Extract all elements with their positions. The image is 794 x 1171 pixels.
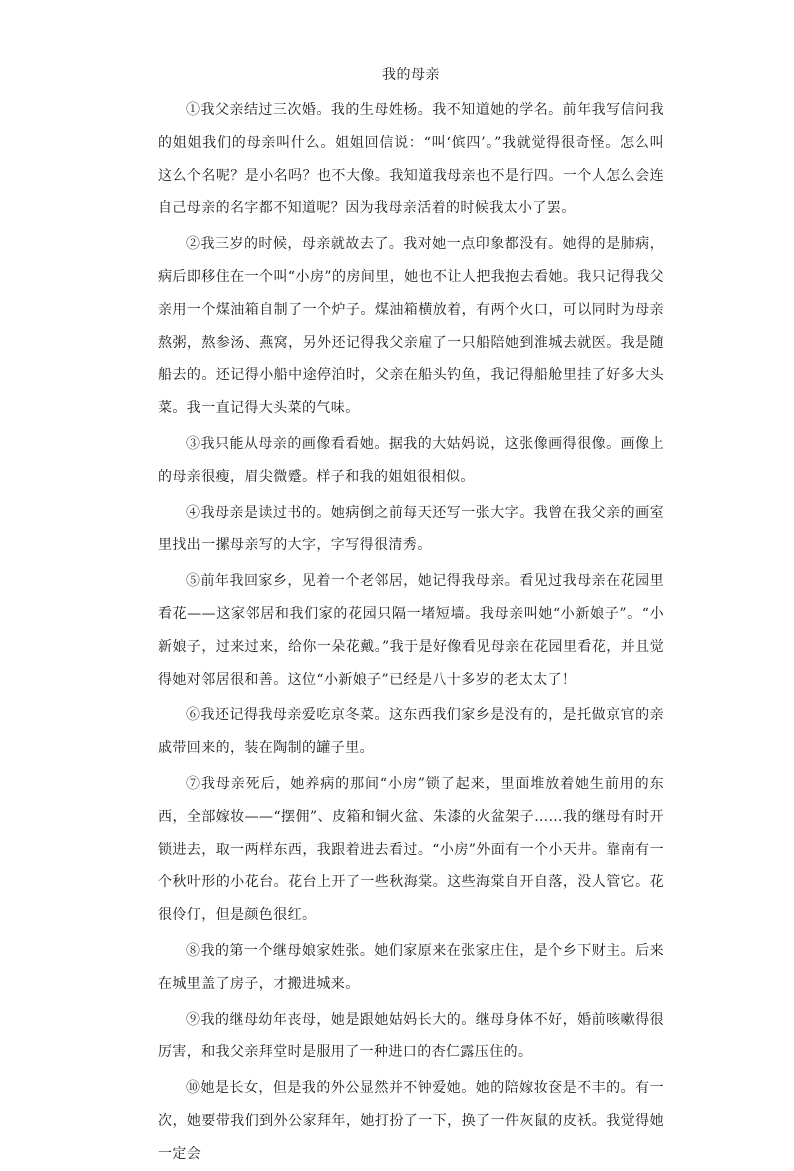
paragraph-4: ④我母亲是读过书的。她病倒之前每天还写一张大字。我曾在我父亲的画室里找出一摞母亲写的大字，字写得很清秀。 [158, 504, 664, 554]
document-body [158, 94, 664, 1171]
document-title: 我的母亲 [382, 67, 440, 83]
paragraph-5: ⑤前年我回家乡，见着一个老邻居，她记得我母亲。看见过我母亲在花园里看花——这家邻居和我们家的花园只隔一堵短墙。我母亲叫她“小新娘子”。“小新娘子，过来过来，给你一朵花戴。”我于是好像看见母亲在花园里看花，并且觉得她对邻居很和善。这位“小新娘子”已经是八十多岁的老太太了！ [158, 573, 664, 688]
paragraph-3: ③我只能从母亲的画像看看她。据我的大姑妈说，这张像画得很像。画像上的母亲很瘦，眉尖微蹙。样子和我的姐姐很相似。 [158, 435, 664, 485]
paragraph-7: ⑦我母亲死后，她养病的那间“小房”锁了起来，里面堆放着她生前用的东西，全部嫁妆——“摆佣”、皮箱和铜火盆、朱漆的火盆架子……我的继母有时开锁进去，取一两样东西，我跟着进去看过。“小房”外面有一个小天井。靠南有一个秋叶形的小花台。花台上开了一些秋海棠。这些海棠自开自落，没人管它。花很伶仃，但是颜色很红。 [158, 775, 664, 924]
paragraph-2: ②我三岁的时候，母亲就故去了。我对她一点印象都没有。她得的是肺病，病后即移住在一个叫“小房”的房间里，她也不让人把我抱去看她。我只记得我父亲用一个煤油箱自制了一个炉子。煤油箱横放着，有两个火口，可以同时为母亲熬粥，熬参汤、燕窝，另外还记得我父亲雇了一只船陪她到淮城去就医。我是随船去的。还记得小船中途停泊时，父亲在船头钓鱼，我记得船舱里挂了好多大头菜。我一直记得大头菜的气味。 [158, 236, 664, 417]
paragraph-6: ⑥我还记得我母亲爱吃京冬菜。这东西我们家乡是没有的，是托做京官的亲戚带回来的，装在陶制的罐子里。 [158, 707, 664, 757]
paragraph-1: ①我父亲结过三次婚。我的生母姓杨。我不知道她的学名。前年我写信问我的姐姐我们的母亲叫什么。姐姐回信说：“叫‘傧四’。”我就觉得很奇怪。怎么叫这么个名呢？是小名吗？也不大像。我知道我母亲也不是行四。一个人怎么会连自己母亲的名字都不知道呢？因为我母亲活着的时候我太小了罢。 [158, 102, 664, 217]
paragraph-8: ⑧我的第一个继母娘家姓张。她们家原来在张家庄住，是个乡下财主。后来在城里盖了房子，才搬进城来。 [158, 942, 664, 992]
paragraph-9: ⑨我的继母幼年丧母，她是跟她姑妈长大的。继母身体不好，婚前咳嗽得很厉害，和我父亲拜堂时是服用了一种进口的杏仁露压住的。 [158, 1011, 664, 1061]
paragraph-10: ⑩她是长女，但是我的外公显然并不钟爱她。她的陪嫁妆奁是不丰的。有一次，她要带我们到外公家拜年，她打扮了一下，换了一件灰鼠的皮袄。我觉得她一定会 [158, 1080, 664, 1162]
